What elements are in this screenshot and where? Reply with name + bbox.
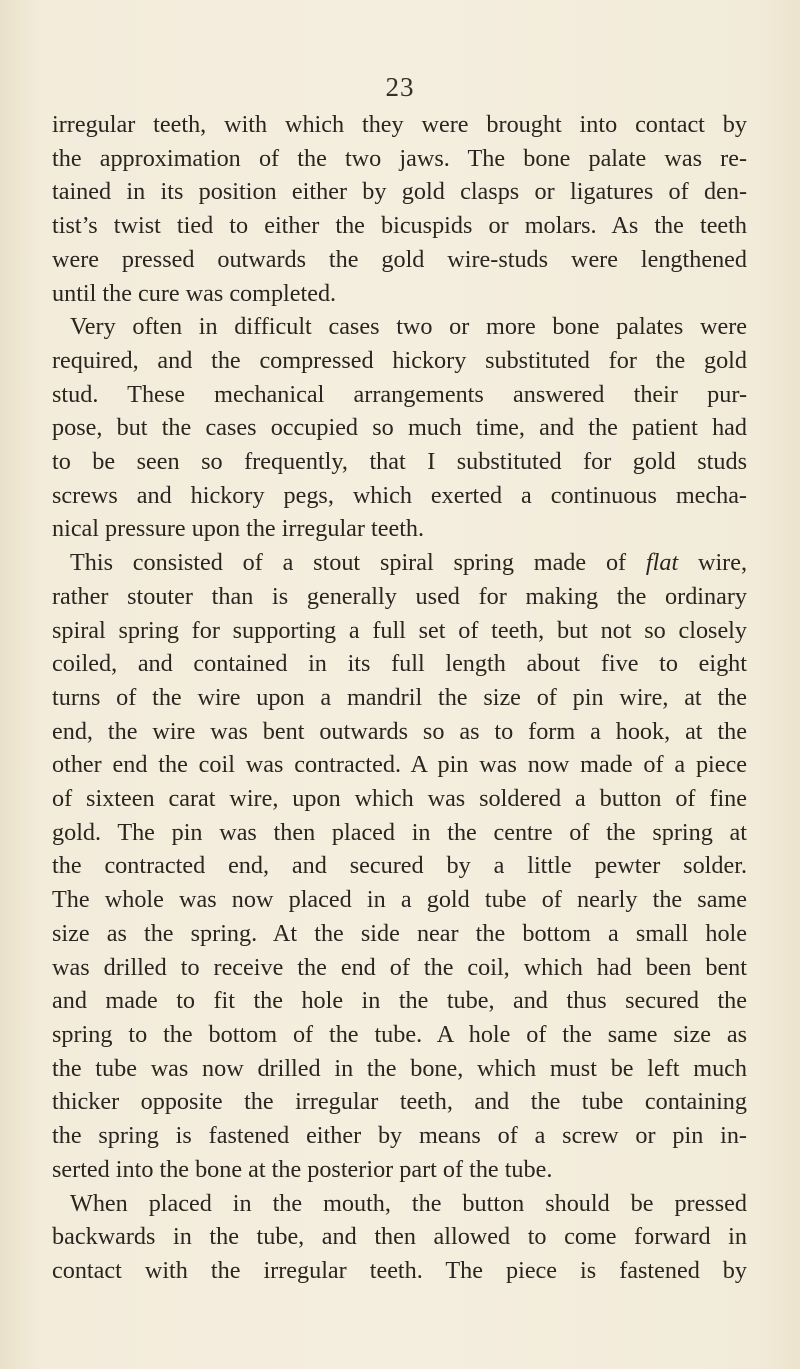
text-line: tist’s twist tied to either the bicuspids or molars. As the teeth xyxy=(52,212,747,240)
text-line: When placed in the mouth, the button should be pressed xyxy=(70,1189,747,1217)
text-line: irregular teeth, with which they were brought into contact by xyxy=(52,111,747,138)
text-line: serted into the bone at the posterior part of the tube. xyxy=(52,1155,553,1183)
text-line: size as the spring. At the side near the bottom a small hole xyxy=(52,919,747,947)
text-line: end, the wire was bent outwards so as to form a hook, at the xyxy=(52,717,747,745)
text-line: screws and hickory pegs, which exerted a continuous mecha- xyxy=(52,481,747,509)
text-line: of sixteen carat wire, upon which was soldered a button of fine xyxy=(52,785,747,813)
text-line: the tube was now drilled in the bone, which must be left much xyxy=(52,1054,747,1082)
text-line: gold. The pin was then placed in the centre of the spring at xyxy=(52,818,747,846)
italic-word: flat xyxy=(645,549,679,577)
text-line: the spring is fastened either by means of a screw or pin in- xyxy=(52,1122,747,1150)
text-line: to be seen so frequently, that I substituted for gold studs xyxy=(52,448,747,476)
text-line: spring to the bottom of the tube. A hole of the same size as xyxy=(52,1020,747,1048)
text-line: were pressed outwards the gold wire-studs were lengthened xyxy=(52,245,747,273)
text-line: backwards in the tube, and then allowed to come forward in xyxy=(52,1223,747,1251)
text-line: coiled, and contained in its full length about five to eight xyxy=(52,650,747,678)
text-line: required, and the compressed hickory substituted for the gold xyxy=(52,346,747,374)
text-line: nical pressure upon the irregular teeth. xyxy=(52,515,425,543)
page-number: 23 xyxy=(385,72,415,102)
text-line: turns of the wire upon a mandril the size of pin wire, at the xyxy=(52,683,747,711)
text-segment: This consisted of a stout spiral spring made of xyxy=(70,549,627,577)
text-line: stud. These mechanical arrangements answered their pur- xyxy=(52,380,747,408)
text-line: tained in its position either by gold clasps or ligatures of den- xyxy=(52,178,747,206)
text-line: the approximation of the two jaws. The bone palate was re- xyxy=(52,144,747,172)
text-line: spiral spring for supporting a full set of teeth, but not so closely xyxy=(52,616,747,644)
text-line: other end the coil was contracted. A pin was now made of a piece xyxy=(52,751,747,779)
text-line: The whole was now placed in a gold tube of nearly the same xyxy=(52,886,747,914)
text-line: was drilled to receive the end of the coil, which had been bent xyxy=(52,953,747,981)
text-line: the contracted end, and secured by a little pewter solder. xyxy=(52,852,747,880)
page-body xyxy=(52,108,747,1288)
text-line: until the cure was completed. xyxy=(52,279,337,307)
text-segment: wire, xyxy=(697,549,748,577)
text-line: rather stouter than is generally used for making the ordinary xyxy=(52,582,747,610)
text-line: pose, but the cases occupied so much time, and the patient had xyxy=(52,414,747,442)
text-line: Very often in difficult cases two or more bone palates were xyxy=(70,313,747,341)
text-line: contact with the irregular teeth. The piece is fastened by xyxy=(52,1256,747,1284)
text-line: thicker opposite the irregular teeth, and the tube containing xyxy=(52,1088,747,1116)
text-line-with-italic xyxy=(52,546,747,580)
text-line: and made to fit the hole in the tube, and thus secured the xyxy=(52,987,747,1015)
